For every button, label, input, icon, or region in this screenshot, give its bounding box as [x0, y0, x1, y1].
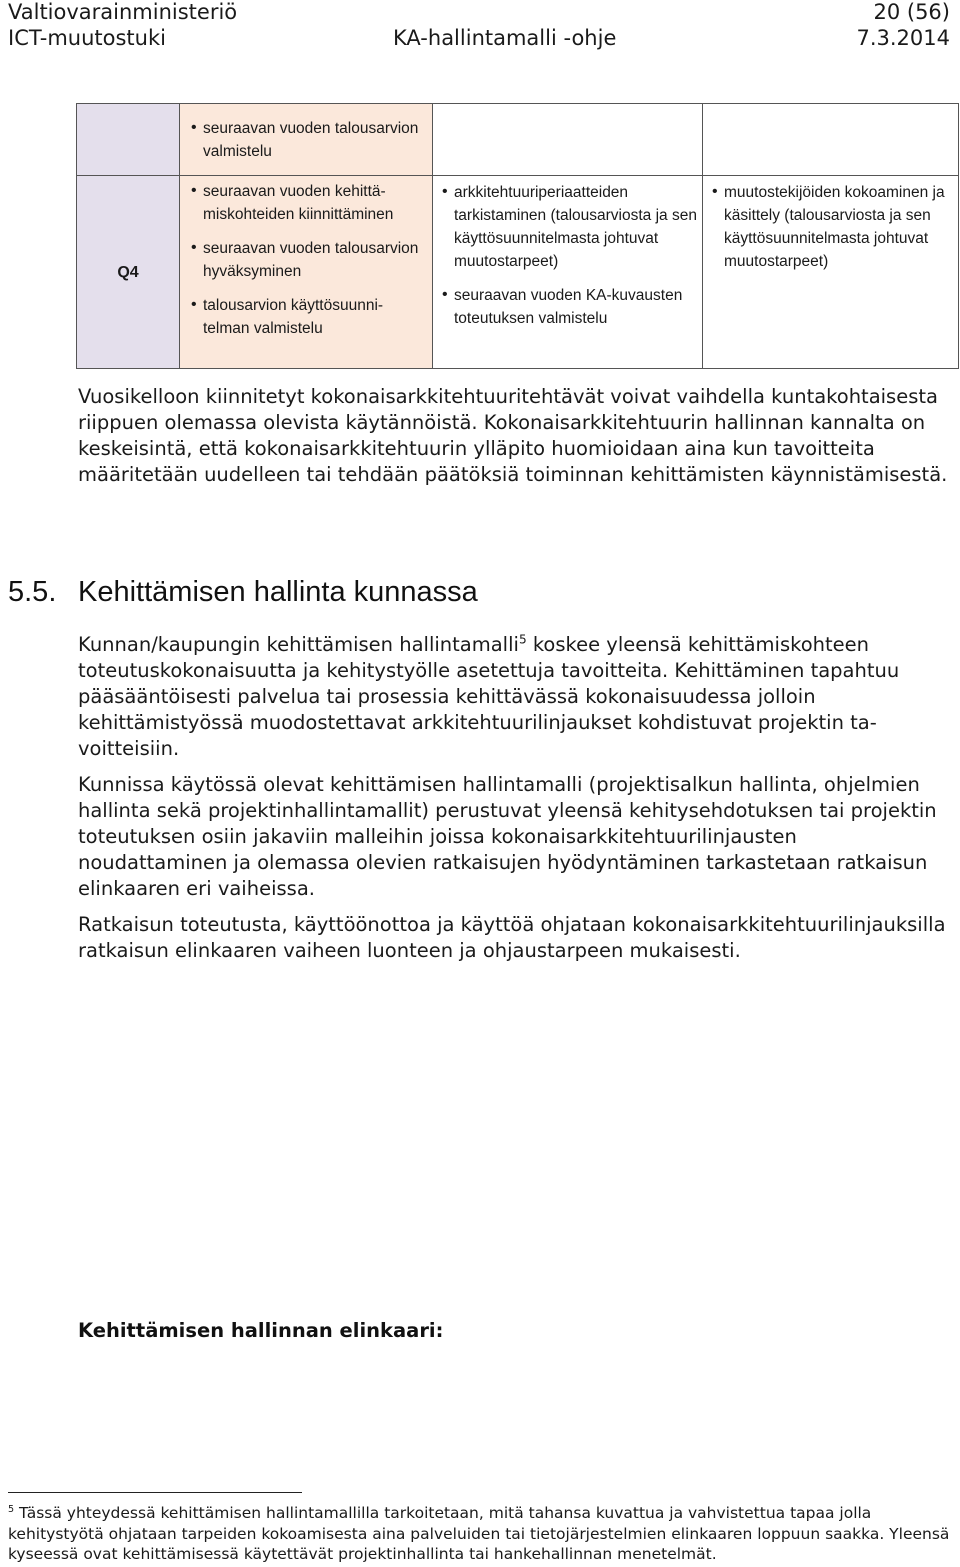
architecture-tasks-cell: [433, 104, 703, 176]
quarter-label-cell: [77, 104, 180, 176]
header-date: 7.3.2014: [856, 26, 950, 50]
quarter-label-q4: Q4: [77, 176, 180, 369]
header-page-number: 20 (56): [873, 0, 950, 24]
change-tasks-cell: [703, 104, 959, 176]
list-item: • seuraavan vuoden talousarvion hyväksyminen: [182, 237, 424, 283]
list-item: • seuraavan vuoden talousarvion valmistelu: [182, 117, 424, 163]
section-heading: [8, 574, 478, 610]
section-number: 5.5.: [8, 576, 57, 608]
lifecycle-subheading: Kehittämisen hallinnan elinkaari:: [78, 1319, 444, 1342]
header-unit: ICT-muutostuki: [8, 26, 166, 50]
list-item: • talousarvion käyttösuunnitelman valmistelu: [182, 294, 424, 340]
tasks-cell: [180, 104, 433, 176]
paragraph-text: Kunnan/kaupungin kehittämisen hallintamalli: [78, 633, 519, 656]
header-org: Valtiovarainministeriö: [8, 0, 238, 24]
paragraph-annual-cycle: Vuosikelloon kiinnitetyt kokonaisarkkitehtuuritehtävät voivat vaihdella kuntakohtaisesta riippuen olemassa olevista käytännöistä. Kokonaisarkkitehtuurin hallinnan kannalta on keskeisintä, että kokonaisarkkitehtuurin ylläpito huomioidaan aina kun tavoitteita määritetään uudelleen tai tehdään päätöksiä toiminnan kehittämisten käynnistämisestä.: [78, 385, 948, 486]
tasks-cell: [180, 176, 433, 369]
paragraph-development-management: [78, 632, 948, 762]
paragraph-text: koskee yleensä kehittämiskohteen toteutuskokonaisuutta ja kehitystyölle asetettuja tavoitteita. Kehittäminen tapahtuu pääsääntöisesti palvelua tai prosessia kehittävässä kokonaisuudessa jolloin kehittämistyössä muodostettavat arkkitehtuurilinjaukset kohdistuvat projektin tavoitteisiin.: [78, 633, 900, 760]
annual-cycle-table: [76, 103, 959, 369]
list-item: • arkkitehtuuriperiaatteiden tarkistaminen (talousarviosta ja sen käyttösuunnitelmasta johtuvat muutostarpeet): [433, 181, 698, 273]
footnote: [8, 1503, 953, 1565]
header-document-title: KA-hallintamalli -ohje: [393, 26, 617, 50]
list-item: • muutostekijöiden kokoaminen ja käsittely (talousarviosta ja sen käyttösuunnitelmasta johtuvat muutostarpeet): [703, 181, 954, 273]
change-tasks-cell: [703, 176, 959, 369]
table-row: [77, 104, 959, 176]
list-item: • seuraavan vuoden kehittämiskohteiden kiinnittäminen: [182, 180, 424, 226]
table-row: [77, 176, 959, 369]
paragraph-municipal-models: Kunnissa käytössä olevat kehittämisen hallintamalli (projektisalkun hallinta, ohjelmien hallinta sekä projektinhallintamallit) perustuvat yleensä kehitysehdotuksen tai projektin toteutuksen osiin jakaviin malleihin joissa kokonaisarkkitehtuurilinjausten noudattaminen ja olemassa olevien ratkaisujen hyödyntäminen tarkastetaan ratkaisun elinkaaren eri vaiheissa.: [78, 773, 937, 900]
section-title: Kehittämisen hallinta kunnassa: [78, 576, 478, 608]
paragraph-solution-guidance: Ratkaisun toteutusta, käyttöönottoa ja käyttöä ohjataan kokonaisarkkitehtuurilinjauksilla ratkaisun elinkaaren vaiheen luonteen ja ohjaustarpeen mukaisesti.: [78, 913, 946, 962]
footnote-marker: 5: [8, 1503, 15, 1515]
footnote-separator: [8, 1492, 302, 1493]
footnote-text: Tässä yhteydessä kehittämisen hallintamallilla tarkoitetaan, mitä tahansa kuvattua ja vahvistettua tapaa jolla kehitystyötä ohjataan tarpeiden kokoamisesta aina palveluiden tai tietojärjestelmien elinkaaren loppuun saakka. Yleensä kyseessä ovat kehittämisessä käytettävät projektinhallinta tai hankehallinnan menetelmät.: [8, 1504, 950, 1563]
architecture-tasks-cell: [433, 176, 703, 369]
list-item: • seuraavan vuoden KA-kuvausten toteutuksen valmistelu: [433, 284, 698, 330]
footnote-reference[interactable]: 5: [518, 632, 527, 647]
